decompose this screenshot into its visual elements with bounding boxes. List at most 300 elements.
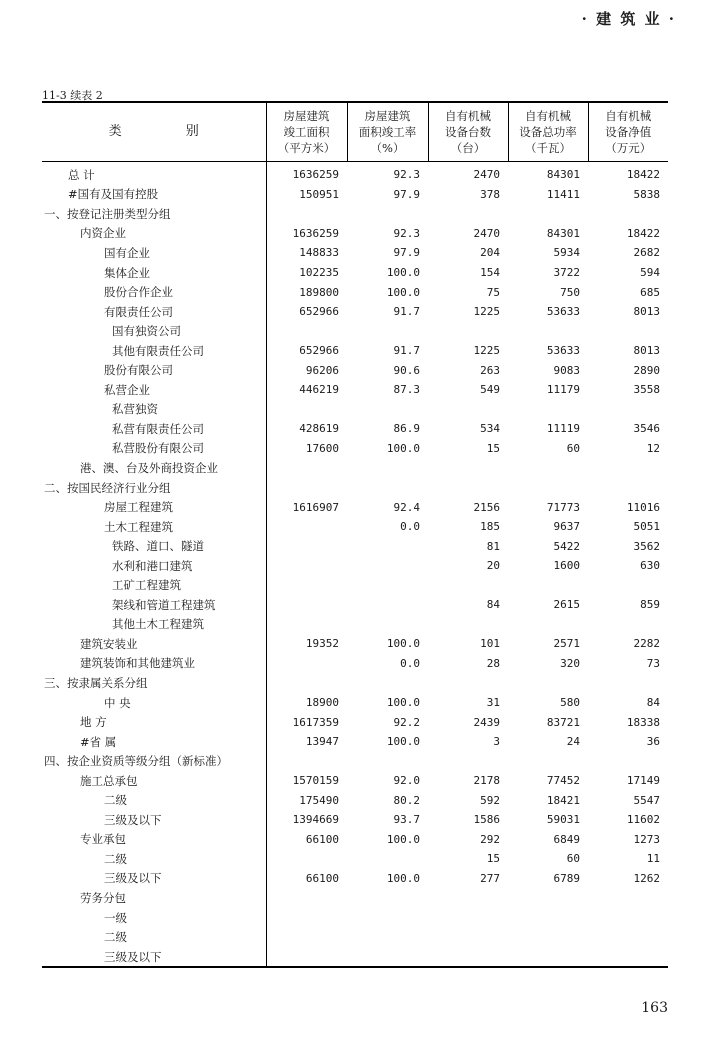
cell-equipment-count: 277 bbox=[480, 871, 500, 885]
cell-equipment-count bbox=[428, 478, 508, 498]
cell-equipment-power: 5934 bbox=[553, 246, 580, 260]
cell-completion-rate bbox=[347, 575, 428, 595]
cell-equipment-net-value bbox=[588, 615, 668, 635]
row-label: 国有独资公司 bbox=[112, 324, 181, 339]
row-label: 工矿工程建筑 bbox=[112, 578, 181, 593]
cell-completed-area bbox=[266, 204, 347, 224]
table-row bbox=[42, 751, 668, 771]
cell-equipment-net-value: 3558 bbox=[633, 383, 660, 397]
cell-completed-area bbox=[266, 673, 347, 693]
cell-completion-rate bbox=[347, 321, 428, 341]
cell-equipment-count: 15 bbox=[486, 441, 500, 455]
table-row bbox=[42, 712, 668, 732]
cell-equipment-power bbox=[508, 575, 588, 595]
cell-completed-area: 446219 bbox=[266, 380, 347, 400]
cell-completed-area bbox=[266, 927, 347, 947]
cell-equipment-net-value: 5838 bbox=[633, 187, 660, 201]
row-label: 股份合作企业 bbox=[104, 285, 173, 300]
cell-equipment-net-value: 8013 bbox=[633, 305, 660, 319]
table-row bbox=[42, 615, 668, 635]
table-row bbox=[42, 439, 668, 459]
cell-equipment-power: 53633 bbox=[546, 344, 580, 358]
row-label: 劳务分包 bbox=[80, 891, 126, 905]
cell-completed-area: 102235 bbox=[266, 263, 347, 283]
cell-equipment-net-value: 3546 bbox=[633, 422, 660, 436]
row-label: 私营企业 bbox=[104, 382, 150, 397]
table-row bbox=[42, 908, 668, 928]
cell-completed-area bbox=[266, 478, 347, 498]
table-row bbox=[42, 732, 668, 752]
cell-equipment-power: 2615 bbox=[553, 598, 580, 612]
cell-completion-rate: 92.3 bbox=[393, 168, 420, 182]
cell-equipment-count: 101 bbox=[480, 637, 500, 651]
col-header-category: 类 别 bbox=[42, 102, 266, 162]
row-label: #省 属 bbox=[80, 734, 117, 749]
cell-completion-rate: 100.0 bbox=[386, 735, 420, 749]
cell-completion-rate bbox=[347, 888, 428, 908]
cell-completion-rate: 97.9 bbox=[393, 246, 420, 260]
cell-equipment-count: 28 bbox=[486, 656, 500, 670]
cell-equipment-power: 1600 bbox=[553, 559, 580, 573]
cell-completion-rate bbox=[347, 615, 428, 635]
cell-equipment-count bbox=[428, 458, 508, 478]
cell-completed-area: 19352 bbox=[266, 634, 347, 654]
cell-completion-rate: 91.7 bbox=[393, 305, 420, 319]
cell-completed-area: 1636259 bbox=[266, 224, 347, 244]
cell-equipment-count: 1225 bbox=[473, 305, 500, 319]
cell-completion-rate: 92.2 bbox=[393, 715, 420, 729]
cell-equipment-power: 83721 bbox=[546, 715, 580, 729]
table-row bbox=[42, 204, 668, 224]
cell-completed-area bbox=[266, 556, 347, 576]
cell-completed-area: 66100 bbox=[266, 869, 347, 889]
cell-equipment-power: 84301 bbox=[546, 168, 580, 182]
row-label: 国有企业 bbox=[104, 245, 150, 260]
cell-completed-area bbox=[266, 575, 347, 595]
row-label: 二、按国民经济行业分组 bbox=[44, 480, 171, 495]
cell-equipment-count: 84 bbox=[486, 598, 500, 612]
row-label: 港、澳、台及外商投资企业 bbox=[80, 460, 218, 475]
table-row bbox=[42, 927, 668, 947]
cell-equipment-net-value: 2890 bbox=[633, 363, 660, 377]
cell-equipment-count bbox=[428, 751, 508, 771]
col-header-completion-rate bbox=[347, 102, 428, 162]
table-row bbox=[42, 497, 668, 517]
row-label: #国有及国有控股 bbox=[68, 187, 159, 202]
cell-equipment-count: 263 bbox=[480, 363, 500, 377]
cell-equipment-count: 292 bbox=[480, 832, 500, 846]
cell-equipment-net-value: 18422 bbox=[626, 168, 660, 182]
cell-completion-rate: 100.0 bbox=[386, 832, 420, 846]
cell-equipment-net-value bbox=[588, 458, 668, 478]
cell-completed-area: 17600 bbox=[266, 439, 347, 459]
cell-equipment-net-value: 2682 bbox=[633, 246, 660, 260]
cell-equipment-net-value: 1262 bbox=[633, 871, 660, 885]
cell-completed-area: 1636259 bbox=[266, 162, 347, 185]
cell-equipment-power bbox=[508, 673, 588, 693]
table-row bbox=[42, 517, 668, 537]
col-header-line: 竣工面积 bbox=[283, 125, 330, 139]
cell-equipment-power: 59031 bbox=[546, 813, 580, 827]
row-label: 三级及以下 bbox=[104, 812, 162, 827]
cell-equipment-count bbox=[428, 927, 508, 947]
cell-equipment-count: 1586 bbox=[473, 813, 500, 827]
cell-equipment-net-value bbox=[588, 400, 668, 420]
table-row bbox=[42, 380, 668, 400]
cell-equipment-count bbox=[428, 204, 508, 224]
cell-completion-rate: 90.6 bbox=[393, 363, 420, 377]
cell-completed-area: 13947 bbox=[266, 732, 347, 752]
cell-equipment-power bbox=[508, 947, 588, 968]
cell-equipment-net-value: 5547 bbox=[633, 793, 660, 807]
cell-equipment-count: 2178 bbox=[473, 774, 500, 788]
cell-equipment-power: 77452 bbox=[546, 774, 580, 788]
col-header-line: 房屋建筑 bbox=[283, 109, 330, 123]
cell-equipment-net-value bbox=[588, 673, 668, 693]
cell-completion-rate: 0.0 bbox=[400, 656, 420, 670]
cell-completion-rate bbox=[347, 204, 428, 224]
col-header-unit: （平方米） bbox=[277, 141, 336, 155]
col-header-unit: （%） bbox=[370, 141, 405, 155]
cell-completed-area: 1394669 bbox=[266, 810, 347, 830]
table-row bbox=[42, 458, 668, 478]
cell-equipment-net-value: 5051 bbox=[633, 520, 660, 534]
section-header-title: · 建 筑 业 · bbox=[581, 10, 676, 28]
table-row bbox=[42, 556, 668, 576]
cell-equipment-power bbox=[508, 478, 588, 498]
row-label: 施工总承包 bbox=[80, 773, 138, 788]
cell-equipment-count: 2470 bbox=[473, 168, 500, 182]
col-header-completed-area bbox=[266, 102, 347, 162]
cell-equipment-power: 60 bbox=[566, 441, 580, 455]
table-row bbox=[42, 654, 668, 674]
cell-equipment-power: 24 bbox=[566, 735, 580, 749]
col-header-line: 自有机械 bbox=[525, 109, 571, 123]
table-row bbox=[42, 162, 668, 185]
cell-completed-area bbox=[266, 321, 347, 341]
cell-equipment-net-value bbox=[588, 908, 668, 928]
table-row bbox=[42, 321, 668, 341]
cell-equipment-count bbox=[428, 400, 508, 420]
cell-equipment-power bbox=[508, 400, 588, 420]
cell-equipment-net-value: 2282 bbox=[633, 637, 660, 651]
cell-equipment-net-value: 594 bbox=[640, 266, 660, 279]
cell-equipment-net-value: 36 bbox=[646, 735, 660, 749]
cell-completed-area bbox=[266, 947, 347, 968]
cell-completed-area bbox=[266, 615, 347, 635]
cell-equipment-net-value: 3562 bbox=[633, 539, 660, 553]
cell-completed-area bbox=[266, 458, 347, 478]
statistics-table bbox=[42, 101, 668, 968]
cell-equipment-net-value: 1273 bbox=[633, 832, 660, 846]
table-row bbox=[42, 634, 668, 654]
cell-equipment-count: 75 bbox=[486, 285, 500, 299]
cell-equipment-power: 11119 bbox=[546, 422, 580, 436]
cell-completion-rate: 100.0 bbox=[386, 441, 420, 455]
table-row bbox=[42, 536, 668, 556]
table-row bbox=[42, 888, 668, 908]
cell-completed-area: 18900 bbox=[266, 693, 347, 713]
row-label: 水利和港口建筑 bbox=[112, 558, 193, 573]
cell-completed-area bbox=[266, 888, 347, 908]
cell-equipment-count: 2156 bbox=[473, 500, 500, 514]
cell-completed-area: 1617359 bbox=[266, 712, 347, 732]
cell-equipment-power: 5422 bbox=[553, 539, 580, 553]
cell-completion-rate: 92.0 bbox=[393, 774, 420, 788]
col-header-unit: （千瓦） bbox=[525, 141, 571, 155]
cell-completion-rate: 91.7 bbox=[393, 344, 420, 358]
cell-completion-rate: 92.4 bbox=[393, 500, 420, 514]
table-row bbox=[42, 849, 668, 869]
cell-completed-area bbox=[266, 849, 347, 869]
table-row bbox=[42, 810, 668, 830]
cell-equipment-count: 378 bbox=[480, 187, 500, 201]
cell-completed-area bbox=[266, 536, 347, 556]
cell-completed-area bbox=[266, 595, 347, 615]
cell-completion-rate: 86.9 bbox=[393, 422, 420, 436]
cell-completion-rate bbox=[347, 947, 428, 968]
table-body bbox=[42, 162, 668, 968]
row-label: 二级 bbox=[104, 851, 127, 866]
table-row bbox=[42, 791, 668, 811]
cell-completed-area bbox=[266, 654, 347, 674]
row-label: 土木工程建筑 bbox=[104, 519, 173, 534]
cell-completion-rate: 97.9 bbox=[393, 187, 420, 201]
table-row bbox=[42, 869, 668, 889]
cell-equipment-power: 9637 bbox=[553, 520, 580, 534]
cell-equipment-count: 154 bbox=[480, 266, 500, 279]
table-row bbox=[42, 360, 668, 380]
row-label: 三级及以下 bbox=[42, 947, 266, 968]
cell-equipment-count: 20 bbox=[486, 559, 500, 573]
cell-completion-rate bbox=[347, 927, 428, 947]
table-row bbox=[42, 830, 668, 850]
cell-equipment-net-value: 11016 bbox=[626, 500, 660, 514]
row-label: 其他土木工程建筑 bbox=[112, 617, 204, 632]
row-label: 专业承包 bbox=[80, 832, 126, 847]
cell-completion-rate bbox=[347, 908, 428, 928]
row-label: 总 计 bbox=[68, 167, 95, 182]
cell-completed-area bbox=[266, 517, 347, 537]
cell-equipment-count bbox=[428, 673, 508, 693]
cell-completed-area: 189800 bbox=[266, 282, 347, 302]
cell-completion-rate: 100.0 bbox=[386, 637, 420, 651]
table-row bbox=[42, 419, 668, 439]
table-row bbox=[42, 595, 668, 615]
cell-completion-rate: 0.0 bbox=[400, 520, 420, 534]
cell-completed-area: 148833 bbox=[266, 243, 347, 263]
row-label: 私营股份有限公司 bbox=[112, 441, 204, 456]
cell-equipment-power bbox=[508, 615, 588, 635]
cell-equipment-net-value: 12 bbox=[646, 441, 660, 455]
cell-equipment-count: 3 bbox=[493, 735, 500, 749]
col-header-line: 自有机械 bbox=[605, 109, 652, 123]
col-header-line: 设备总功率 bbox=[519, 125, 577, 139]
cell-equipment-net-value: 84 bbox=[646, 696, 660, 710]
col-header-line: 自有机械 bbox=[445, 109, 491, 123]
page-number: 163 bbox=[641, 1000, 668, 1016]
col-header-line: 设备台数 bbox=[445, 125, 491, 139]
cell-equipment-power: 53633 bbox=[546, 305, 580, 319]
cell-equipment-count bbox=[428, 947, 508, 968]
table-row bbox=[42, 263, 668, 283]
cell-equipment-count: 1225 bbox=[473, 344, 500, 358]
cell-equipment-net-value: 18338 bbox=[626, 715, 660, 729]
cell-equipment-power: 580 bbox=[560, 696, 580, 710]
cell-equipment-count: 15 bbox=[486, 852, 500, 866]
row-label: 股份有限公司 bbox=[104, 363, 173, 378]
table-row bbox=[42, 947, 668, 968]
cell-equipment-net-value: 8013 bbox=[633, 344, 660, 358]
row-label: 铁路、道口、隧道 bbox=[112, 539, 204, 554]
row-label: 一级 bbox=[104, 910, 127, 925]
cell-equipment-power bbox=[508, 204, 588, 224]
statistics-table-container bbox=[42, 101, 668, 968]
cell-completed-area bbox=[266, 751, 347, 771]
cell-equipment-power: 60 bbox=[566, 852, 580, 866]
cell-equipment-net-value: 685 bbox=[640, 285, 660, 299]
cell-equipment-net-value: 18422 bbox=[626, 226, 660, 240]
table-row bbox=[42, 771, 668, 791]
cell-completion-rate: 100.0 bbox=[386, 696, 420, 710]
cell-equipment-net-value: 73 bbox=[646, 656, 660, 670]
cell-completion-rate bbox=[347, 673, 428, 693]
cell-completed-area: 96206 bbox=[266, 360, 347, 380]
cell-completion-rate bbox=[347, 595, 428, 615]
col-header-equipment-net-value bbox=[588, 102, 668, 162]
row-label: 集体企业 bbox=[104, 265, 150, 280]
col-header-line: 面积竣工率 bbox=[358, 125, 417, 139]
row-label: 其他有限责任公司 bbox=[112, 343, 204, 358]
cell-completed-area: 66100 bbox=[266, 830, 347, 850]
cell-completion-rate: 100.0 bbox=[386, 871, 420, 885]
row-label: 三、按隶属关系分组 bbox=[44, 675, 148, 690]
row-label: 二级 bbox=[104, 793, 127, 808]
cell-equipment-power: 11179 bbox=[546, 383, 580, 397]
cell-completion-rate bbox=[347, 536, 428, 556]
cell-equipment-power bbox=[508, 888, 588, 908]
cell-completion-rate bbox=[347, 478, 428, 498]
cell-equipment-power: 84301 bbox=[546, 226, 580, 240]
cell-equipment-net-value bbox=[588, 321, 668, 341]
cell-equipment-count: 31 bbox=[486, 696, 500, 710]
cell-completed-area: 175490 bbox=[266, 791, 347, 811]
cell-completed-area: 428619 bbox=[266, 419, 347, 439]
cell-equipment-count bbox=[428, 888, 508, 908]
row-label: 三级及以下 bbox=[104, 871, 162, 886]
row-label: 建筑装饰和其他建筑业 bbox=[80, 656, 195, 671]
cell-equipment-net-value: 11 bbox=[646, 852, 660, 866]
cell-equipment-net-value bbox=[588, 947, 668, 968]
cell-completion-rate bbox=[347, 556, 428, 576]
row-label: 四、按企业资质等级分组（新标准） bbox=[44, 754, 228, 769]
cell-completed-area: 150951 bbox=[266, 185, 347, 205]
row-label: 建筑安装业 bbox=[80, 636, 138, 651]
row-label: 一、按登记注册类型分组 bbox=[44, 206, 171, 221]
cell-equipment-net-value: 11602 bbox=[626, 813, 660, 827]
table-row bbox=[42, 302, 668, 322]
cell-equipment-count: 2470 bbox=[473, 226, 500, 240]
cell-equipment-count bbox=[428, 575, 508, 595]
cell-equipment-power bbox=[508, 458, 588, 478]
table-row bbox=[42, 693, 668, 713]
cell-equipment-power bbox=[508, 321, 588, 341]
cell-completed-area bbox=[266, 908, 347, 928]
col-header-line: 房屋建筑 bbox=[364, 109, 411, 123]
cell-equipment-count: 534 bbox=[480, 422, 500, 436]
cell-equipment-power: 320 bbox=[560, 656, 580, 670]
cell-equipment-power: 3722 bbox=[553, 266, 580, 279]
cell-completion-rate bbox=[347, 849, 428, 869]
cell-completion-rate bbox=[347, 458, 428, 478]
table-row bbox=[42, 400, 668, 420]
cell-equipment-count: 2439 bbox=[473, 715, 500, 729]
cell-completion-rate: 93.7 bbox=[393, 813, 420, 827]
cell-completed-area: 1570159 bbox=[266, 771, 347, 791]
table-row bbox=[42, 224, 668, 244]
cell-completed-area: 652966 bbox=[266, 341, 347, 361]
cell-equipment-net-value bbox=[588, 927, 668, 947]
cell-equipment-power bbox=[508, 751, 588, 771]
cell-equipment-count: 204 bbox=[480, 246, 500, 260]
cell-completion-rate bbox=[347, 751, 428, 771]
col-header-equipment-count bbox=[428, 102, 508, 162]
cell-equipment-count: 592 bbox=[480, 793, 500, 807]
cell-equipment-count: 549 bbox=[480, 383, 500, 397]
cell-completion-rate: 100.0 bbox=[386, 285, 420, 299]
row-label: 内资企业 bbox=[80, 226, 126, 241]
cell-equipment-power bbox=[508, 908, 588, 928]
col-header-unit: （台） bbox=[450, 141, 486, 155]
cell-equipment-power: 71773 bbox=[546, 500, 580, 514]
cell-equipment-count bbox=[428, 908, 508, 928]
cell-equipment-net-value: 859 bbox=[640, 598, 660, 612]
cell-equipment-power: 18421 bbox=[546, 793, 580, 807]
row-label: 房屋工程建筑 bbox=[104, 500, 173, 515]
cell-equipment-count bbox=[428, 321, 508, 341]
cell-equipment-net-value bbox=[588, 888, 668, 908]
table-row bbox=[42, 341, 668, 361]
cell-equipment-count: 185 bbox=[480, 520, 500, 534]
cell-equipment-net-value bbox=[588, 751, 668, 771]
table-row bbox=[42, 478, 668, 498]
cell-equipment-net-value bbox=[588, 204, 668, 224]
cell-equipment-count: 81 bbox=[486, 539, 500, 553]
cell-completed-area: 652966 bbox=[266, 302, 347, 322]
table-row bbox=[42, 575, 668, 595]
table-id: 11-3 续表 2 bbox=[42, 89, 103, 102]
cell-equipment-power: 9083 bbox=[553, 363, 580, 377]
cell-equipment-net-value: 17149 bbox=[626, 774, 660, 788]
table-row bbox=[42, 673, 668, 693]
table-row bbox=[42, 243, 668, 263]
table-header bbox=[42, 102, 668, 162]
col-header-line: 设备净值 bbox=[605, 125, 652, 139]
cell-completion-rate: 87.3 bbox=[393, 383, 420, 397]
cell-equipment-power: 2571 bbox=[553, 637, 580, 651]
cell-equipment-count bbox=[428, 615, 508, 635]
row-label: 二级 bbox=[104, 930, 127, 945]
cell-equipment-power bbox=[508, 927, 588, 947]
cell-completion-rate: 100.0 bbox=[386, 266, 420, 279]
table-row bbox=[42, 282, 668, 302]
row-label: 私营有限责任公司 bbox=[112, 421, 204, 436]
cell-equipment-net-value bbox=[588, 575, 668, 595]
row-label: 私营独资 bbox=[112, 402, 158, 417]
row-label: 有限责任公司 bbox=[104, 304, 173, 319]
cell-equipment-power: 750 bbox=[560, 285, 580, 299]
cell-completed-area: 1616907 bbox=[266, 497, 347, 517]
